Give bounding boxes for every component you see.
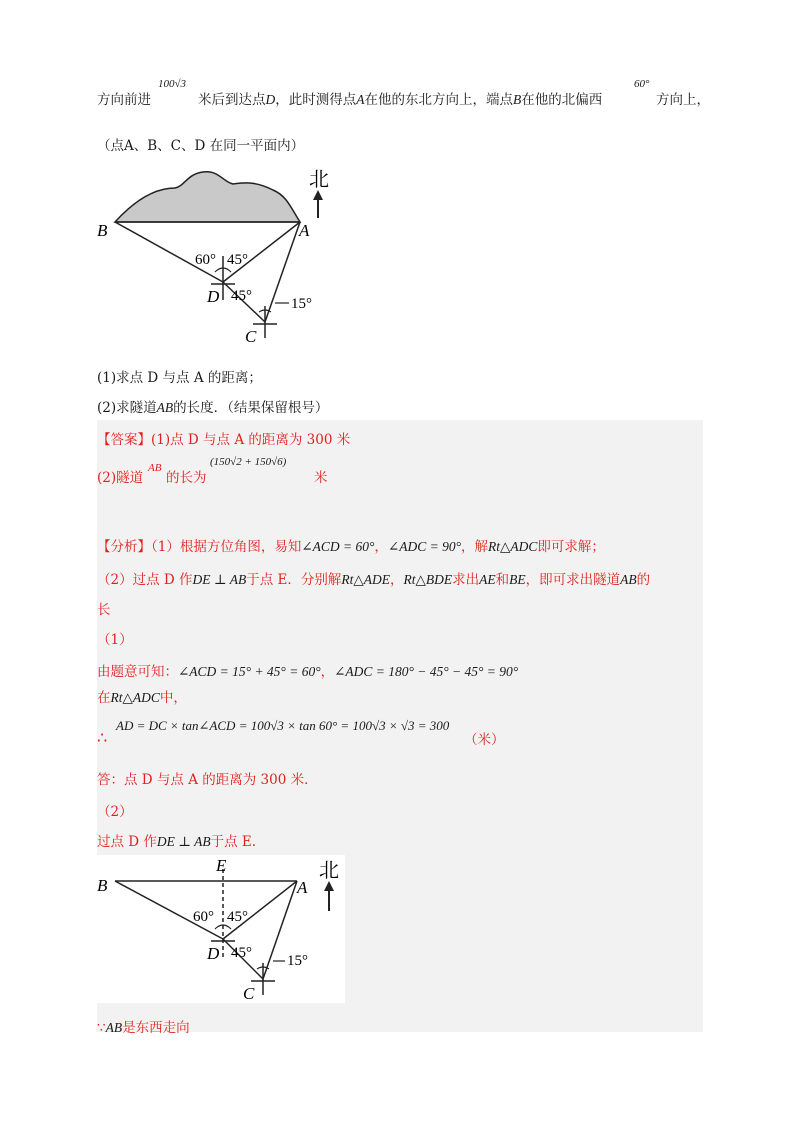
analysis-line-3: 长	[97, 602, 111, 618]
angle-60-label: 60°	[195, 252, 216, 268]
angle-45-top-label: 45°	[227, 252, 248, 268]
problem-line-1-rest: 米后到达点D，此时测得点A在他的东北方向上，端点B在他的北偏西	[198, 92, 603, 108]
solution-unit: （米）	[464, 732, 505, 748]
angle-60-label-2: 60°	[193, 909, 214, 925]
label-D: D	[207, 287, 220, 306]
answer-line-2: (2)隧道	[97, 470, 144, 486]
label-E: E	[216, 856, 227, 875]
label-C: C	[245, 327, 257, 346]
figure-1-tunnel-diagram	[95, 160, 355, 350]
solution-equation: AD = DC × tan∠ACD = 100√3 × tan 60° = 100√3 × √3 = 300	[116, 718, 450, 733]
solution-part-1-heading: （1）	[97, 632, 133, 648]
north-arrow-icon-2	[324, 881, 334, 891]
angle-45-top-label-2: 45°	[227, 909, 248, 925]
problem-line-2: （点A、B、C、D 在同一平面内）	[97, 138, 305, 154]
north-label: 北	[309, 169, 329, 191]
analysis-line-1: 【分析】（1）根据方位角图，易知∠ACD = 60°，∠ADC = 90°，解Rt△ADC即可求解；	[97, 539, 605, 555]
problem-line-1-end: 方向上，	[656, 92, 710, 108]
angle-15-label: 15°	[291, 296, 312, 312]
angle-15-label-2: 15°	[287, 953, 308, 969]
question-2: (2)求隧道AB的长度．（结果保留根号）	[97, 400, 329, 416]
label-B: B	[97, 221, 108, 240]
question-1: (1)求点 D 与点 A 的距离；	[97, 370, 262, 386]
problem-line-1: 方向前进	[97, 92, 151, 108]
label-D-2: D	[207, 944, 220, 963]
answer-unit: 米	[314, 470, 328, 486]
solution-answer-1: 答：点 D 与点 A 的距离为 300 米．	[97, 772, 318, 788]
solution-line-2: 在Rt△ADC中，	[97, 690, 187, 706]
answer-line-2b: 的长为	[166, 470, 207, 486]
therefore-symbol: ∴	[97, 728, 108, 747]
north-arrow-icon	[313, 190, 323, 200]
figure-2-perpendicular-diagram	[97, 855, 345, 1003]
answer-AB: AB	[148, 462, 162, 474]
angle-45-bottom-label-2: 45°	[231, 945, 252, 961]
answer-value: (150√2 + 150√6)	[210, 456, 287, 468]
solution-part-2-heading: （2）	[97, 804, 133, 820]
distance-value: 100√3	[158, 78, 187, 90]
solution-line-3: 过点 D 作DE ⊥ AB于点 E.	[97, 834, 257, 850]
answer-line-1: 【答案】(1)点 D 与点 A 的距离为 300 米	[97, 432, 351, 448]
solution-line-4: ∵AB是东西走向	[97, 1020, 190, 1036]
label-A-2: A	[297, 878, 308, 897]
bearing-angle: 60°	[634, 78, 650, 90]
label-A: A	[299, 221, 310, 240]
label-B-2: B	[97, 876, 108, 895]
analysis-line-2: （2）过点 D 作DE ⊥ AB于点 E．分别解Rt△ADE，Rt△BDE求出AE和BE，即可求出隧道AB的	[97, 572, 651, 588]
north-label-2: 北	[319, 860, 339, 882]
solution-line-1: 由题意可知：∠ACD = 15° + 45° = 60°，∠ADC = 180° − 45° − 45° = 90°	[97, 664, 519, 680]
mountain-shape	[115, 172, 300, 222]
angle-45-bottom-label: 45°	[231, 288, 252, 304]
label-C-2: C	[243, 984, 255, 1003]
